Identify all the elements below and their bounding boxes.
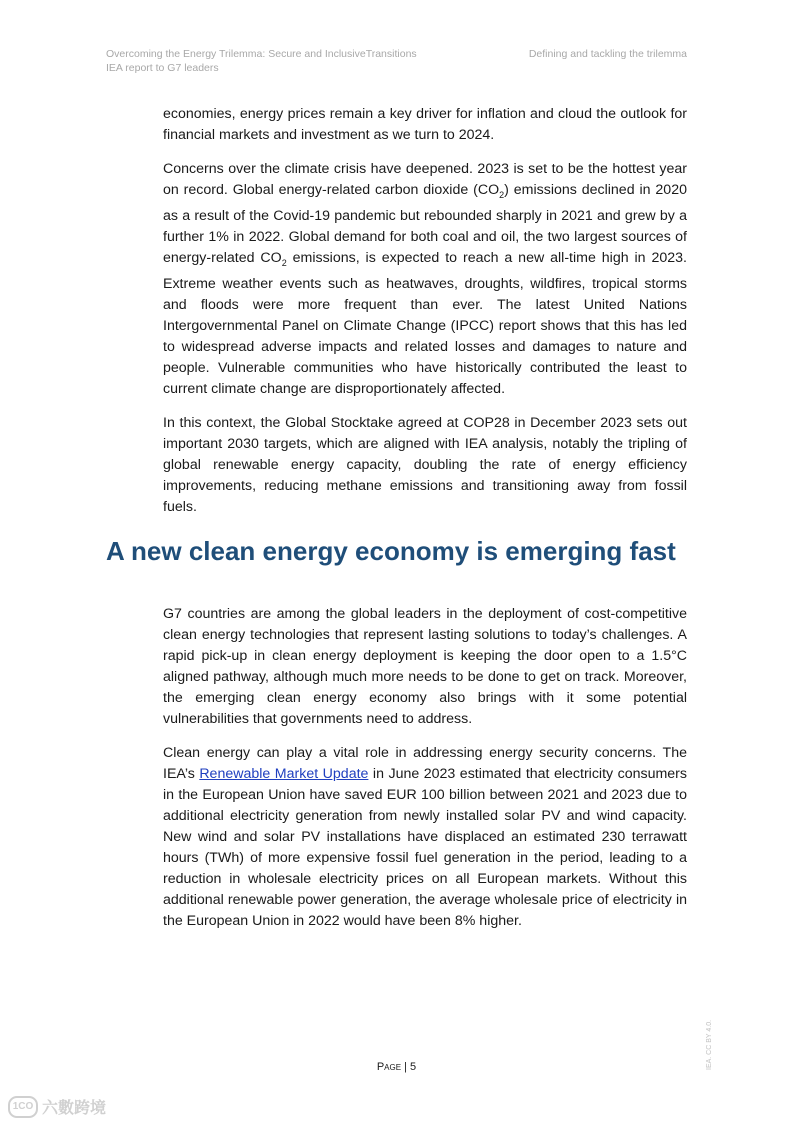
page-footer: Page | 5 xyxy=(376,1061,417,1073)
page-label: Page xyxy=(376,1061,402,1073)
paragraph-global-stocktake: In this context, the Global Stocktake agreed at COP28 in December 2023 sets out important 2030 targets, which are aligned with IEA analysis, notably the tripling of global renewable energy capacity, doubling the rate of energy efficiency improvements, reducing methane emissions and transitioning away from fossil fuels. xyxy=(163,414,687,515)
section-heading: A new clean energy economy is emerging fast xyxy=(106,536,676,566)
paragraph-inflation: economies, energy prices remain a key driver for inflation and cloud the outlook for financial markets and investment as we turn to 2024. xyxy=(163,106,687,143)
bottom-body-text xyxy=(163,604,687,945)
watermark-logo-icon: 1CO xyxy=(8,1096,38,1118)
header-section-title: Defining and tackling the trilemma xyxy=(528,48,687,60)
watermark-text: 六數跨境 xyxy=(42,1100,107,1117)
paragraph-energy-security: Clean energy can play a vital role in addressing energy security concerns. The IEA’s Renewable Market Update in June 2023 estimated that electricity consumers in the European Union have saved EUR 100 billion between 2021 and 2023 due to additional electricity generation from newly installed solar PV and wind capacity. New wind and solar PV installations have displaced an estimated 230 terrawatt hours (TWh) of more expensive fossil fuel generation in the period, leading to a reduction in wholesale electricity prices on all European markets. Without this additional renewable power generation, the average wholesale price of electricity in the European Union in 2022 would have been 8% higher. xyxy=(163,745,687,929)
renewable-market-update-link[interactable]: Renewable Market Update xyxy=(199,766,369,782)
top-body-text xyxy=(163,104,687,531)
subscript-2: 2 xyxy=(281,257,287,268)
header-report-title: Overcoming the Energy Trilemma: Secure and InclusiveTransitions xyxy=(106,48,417,60)
watermark xyxy=(8,1095,106,1118)
paragraph-climate-crisis: Concerns over the climate crisis have deepened. 2023 is set to be the hottest year on record. Global energy-related carbon dioxide $(CO_2)$ emissions declined in 2020 as a result of the Covid-19 pandemic but rebounded sharply in 2021 and grew by a further 1% in 2022. Global demand for both coal and oil, the two largest sources of energy-related $CO_2$ emissions, is expected to reach a new all-time high in 2023. Extreme weather events such as heatwaves, droughts, wildfires, tropical storms and floods were more frequent than ever. The latest United Nations Intergovernmental Panel on Climate Change (IPCC) report shows that this has led to widespread adverse impacts and related losses and damages to nature and people. Vulnerable communities who have historically contributed the least to current climate change are disproportionately affected. xyxy=(163,161,687,397)
page-number: 5 xyxy=(410,1061,417,1073)
license-note: IEA. CC BY 4.0. xyxy=(706,1019,713,1070)
paragraph-g7-leaders: G7 countries are among the global leaders in the deployment of cost-competitive clean energy technologies that represent lasting solutions to today’s challenges. A rapid pick-up in clean energy deployment is keeping the door open to a 1.5°C aligned pathway, although much more needs to be done to get on track. Moreover, the emerging clean energy economy also brings with it some potential vulnerabilities that governments need to address. xyxy=(163,606,687,727)
header-report-subtitle: IEA report to G7 leaders xyxy=(106,62,219,74)
subscript-2: 2 xyxy=(499,189,505,200)
running-header-left xyxy=(106,47,417,75)
